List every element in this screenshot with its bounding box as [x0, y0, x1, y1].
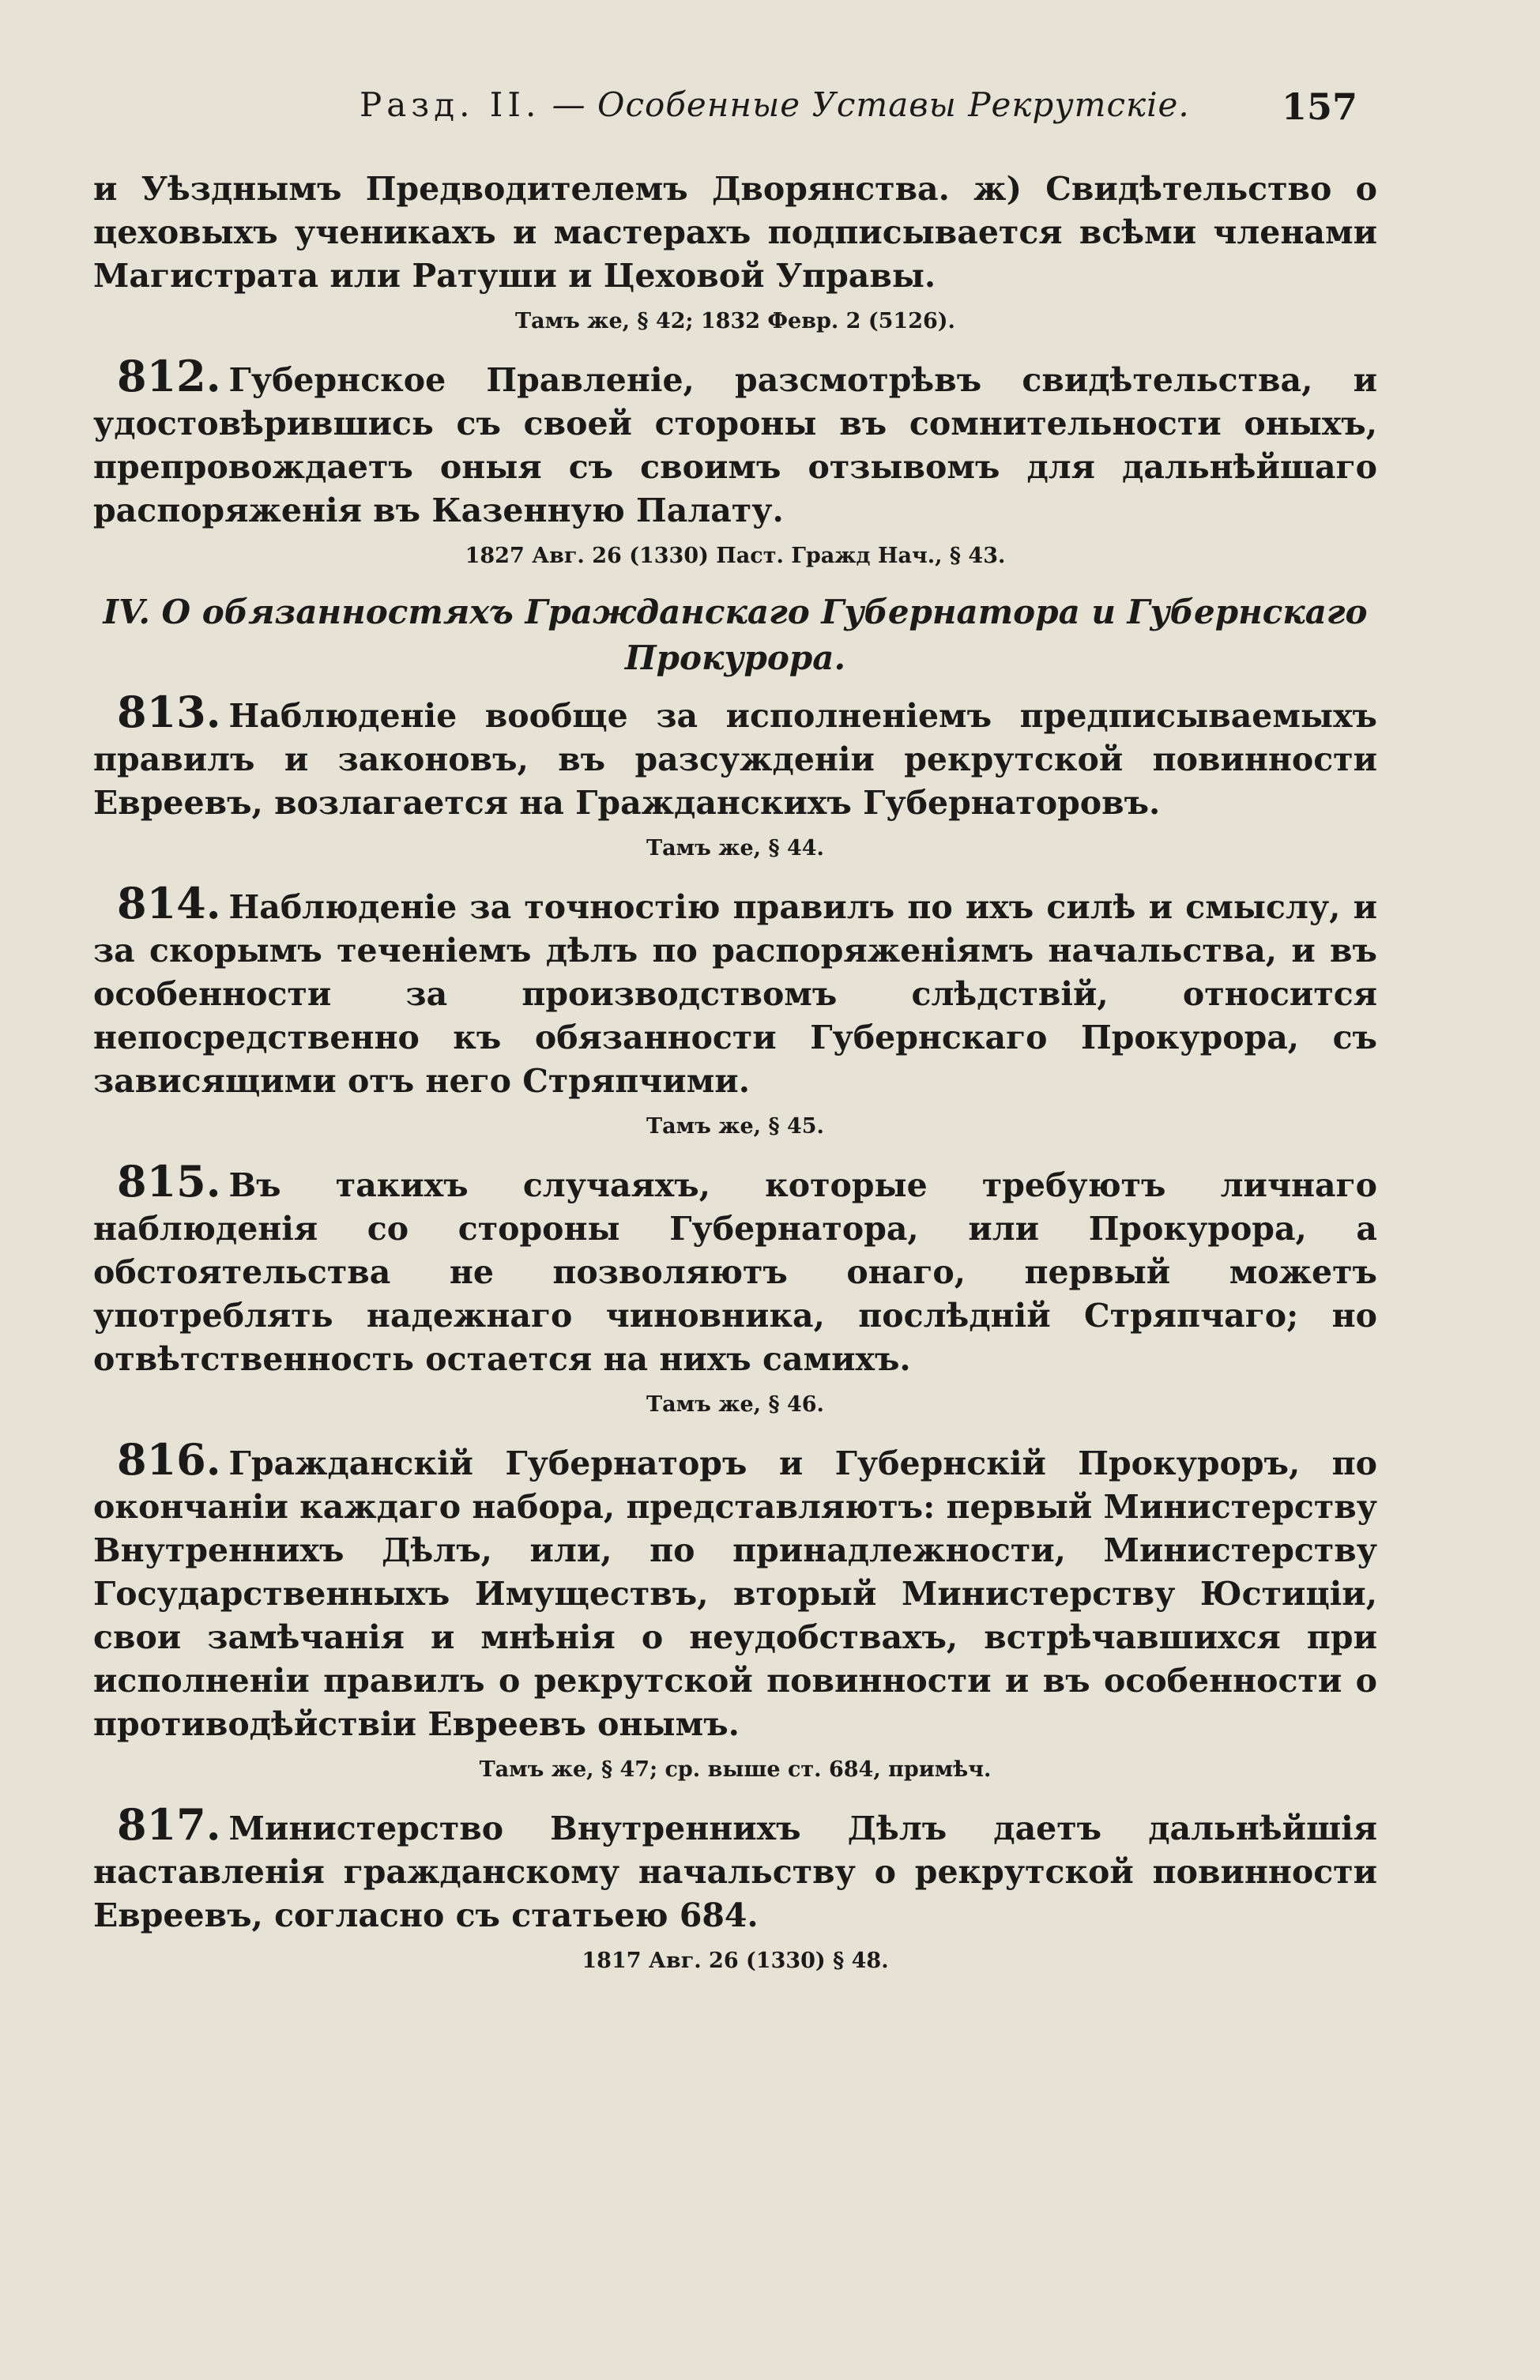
article-812	[93, 351, 1377, 533]
reference-815: Тамъ же, § 46.	[646, 1392, 824, 1417]
reference-812: 1827 Авг. 26 (1330) Паст. Гражд Нач., § 43.	[465, 544, 1006, 568]
article-text: Гражданскій Губернаторъ и Губернскій Прокуроръ, по окончаніи каждаго набора, представляютъ: первый Министерству Внутреннихъ Дѣлъ, или, по принадлежности, Министерству Государственныхъ Имуществъ, вторый Министерству Юстиціи, свои замѣчанія и мнѣнія о неудобствахъ, встрѣчавшихся при исполненіи правилъ о рекрутской повинности и въ особенности о противодѣйствіи Евреевъ онымъ.	[93, 1444, 1377, 1743]
reference-817: 1817 Авг. 26 (1330) § 48.	[582, 1949, 889, 1973]
reference-intro: Тамъ же, § 42; 1832 Февр. 2 (5126).	[515, 309, 955, 333]
section-label: Разд. II.	[360, 85, 541, 124]
section-heading-iv: IV. О обязанностяхъ Гражданскаго Губернатора и Губернскаго Прокурора.	[103, 593, 1368, 677]
article-number: 812.	[117, 351, 221, 401]
running-title	[360, 85, 1190, 124]
paragraph-continuation: и Уѣзднымъ Предводителемъ Дворянства. ж) Свидѣтельство о цеховыхъ ученикахъ и мастерахъ подписывается всѣми членами Магистрата или Ратуши и Цеховой Управы.	[93, 170, 1377, 295]
running-header	[0, 85, 1540, 141]
article-816	[93, 1434, 1377, 1746]
article-number: 813.	[117, 687, 221, 737]
reference-813: Тамъ же, § 44.	[646, 836, 824, 860]
article-text: Министерство Внутреннихъ Дѣлъ даетъ дальнѣйшія наставленія гражданскому начальству о рекрутской повинности Евреевъ, согласно съ статьею 684.	[93, 1809, 1377, 1934]
article-817	[93, 1799, 1377, 1938]
reference-816: Тамъ же, § 47; ср. выше ст. 684, примѣч.	[479, 1757, 992, 1782]
article-text: Губернское Правленіе, разсмотрѣвъ свидѣтельства, и удостовѣрившись съ своей стороны въ сомнительности оныхъ, препровождаетъ оныя съ своимъ отзывомъ для дальнѣйшаго распоряженія въ Казенную Палату.	[93, 361, 1377, 529]
article-813	[93, 687, 1377, 825]
document-body	[93, 168, 1377, 1994]
section-title: — Особенные Уставы Рекрутскіе.	[540, 85, 1190, 124]
article-text: Наблюденіе за точностію правилъ по ихъ силѣ и смыслу, и за скорымъ теченіемъ дѣлъ по распоряженіямъ начальства, и въ особенности за производствомъ слѣдствій, относится непосредственно къ обязанности Губернскаго Прокурора, съ зависящими отъ него Стряпчими.	[93, 888, 1377, 1100]
article-number: 816.	[117, 1434, 221, 1485]
article-number: 814.	[117, 878, 221, 928]
article-number: 815.	[117, 1156, 221, 1207]
reference-814: Тамъ же, § 45.	[646, 1114, 824, 1139]
page-number: 157	[1282, 85, 1358, 128]
article-text: Въ такихъ случаяхъ, которые требуютъ личнаго наблюденія со стороны Губернатора, или Прокурора, а обстоятельства не позволяютъ онаго, первый можетъ употреблять надежнаго чиновника, послѣдній Стряпчаго; но отвѣтственность остается на нихъ самихъ.	[93, 1166, 1377, 1378]
article-815	[93, 1156, 1377, 1381]
article-814	[93, 878, 1377, 1103]
article-text: Наблюденіе вообще за исполненіемъ предписываемыхъ правилъ и законовъ, въ разсужденіи рекрутской повинности Евреевъ, возлагается на Гражданскихъ Губернаторовъ.	[93, 697, 1377, 822]
article-number: 817.	[117, 1799, 221, 1850]
